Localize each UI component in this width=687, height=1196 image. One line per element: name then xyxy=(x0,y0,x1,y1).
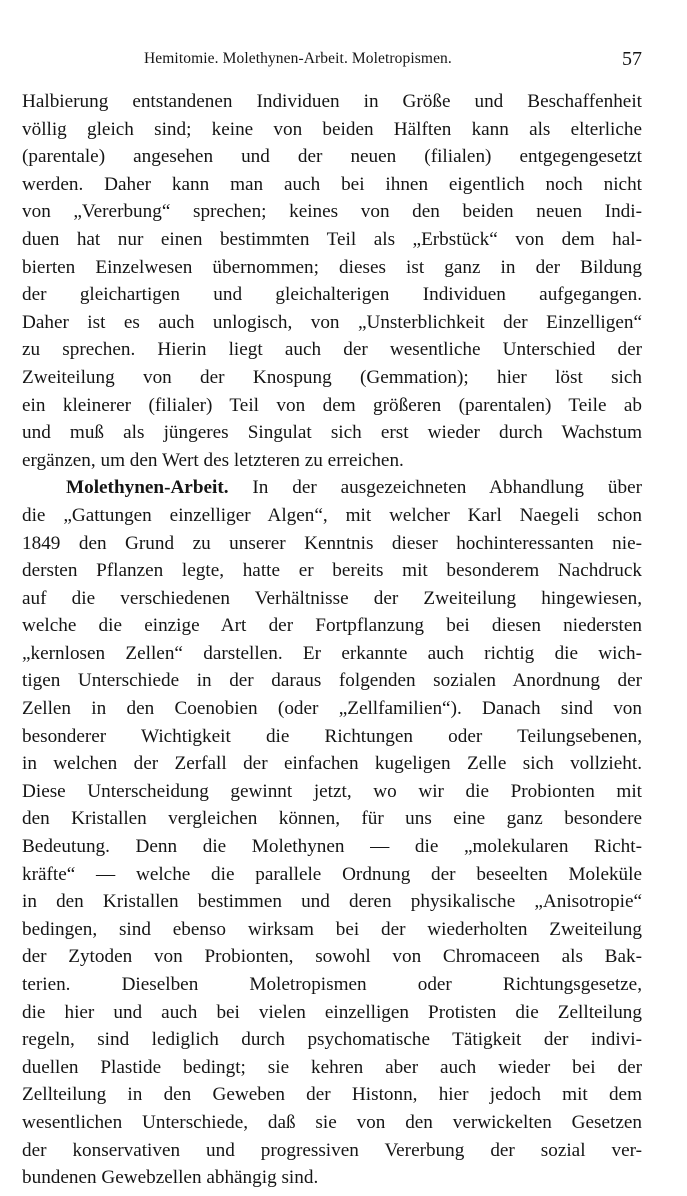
running-title: Hemitomie. Molethynen-Arbeit. Moletropismen. xyxy=(144,50,452,67)
body-text xyxy=(22,88,642,1192)
text-line: duellen Plastide bedingt; sie kehren aber auch wieder bei der xyxy=(22,1056,642,1078)
text-line: der gleichartigen und gleichalterigen Individuen aufgegangen. xyxy=(22,284,642,306)
text-line: die hier und auch bei vielen einzelligen Protisten die Zellteilung xyxy=(22,1001,642,1023)
section-runin-heading: Molethynen-Arbeit. xyxy=(66,477,229,499)
text-line: dersten Pflanzen legte, hatte er bereits mit besonderem Nachdruck xyxy=(22,560,642,582)
running-header xyxy=(22,46,642,76)
text-line: duen hat nur einen bestimmten Teil als „Erbstück“ von dem hal- xyxy=(22,228,642,250)
text-line: und muß als jüngeres Singulat sich erst wieder durch Wachstum xyxy=(22,422,642,444)
text-line: (parentale) angesehen und der neuen (filialen) entgegengesetzt xyxy=(22,146,642,168)
text-line: wesentlichen Unterschiede, daß sie von den verwickelten Gesetzen xyxy=(22,1111,642,1133)
text-line: 1849 den Grund zu unserer Kenntnis dieser hochinteressanten nie- xyxy=(22,532,642,554)
text-line: kräfte“ — welche die parallele Ordnung der beseelten Moleküle xyxy=(22,863,642,885)
text-line: Bedeutung. Denn die Molethynen — die „molekularen Richt- xyxy=(22,836,642,858)
text-line: Halbierung entstandenen Individuen in Größe und Beschaffenheit xyxy=(22,91,642,112)
text-line: bedingen, sind ebenso wirksam bei der wiederholten Zweiteilung xyxy=(22,918,642,940)
text-line: den Kristallen vergleichen können, für uns eine ganz besondere xyxy=(22,808,642,830)
text-line: der Zytoden von Probionten, sowohl von Chromaceen als Bak- xyxy=(22,946,642,968)
text-line: Zweiteilung von der Knospung (Gemmation); hier löst sich xyxy=(22,366,642,388)
text-line: in den Kristallen bestimmen und deren physikalische „Anisotropie“ xyxy=(22,891,642,913)
text-line: ein kleinerer (filialer) Teil von dem größeren (parentalen) Teile ab xyxy=(22,394,642,416)
text-line: der konservativen und progressiven Vererbung der sozial ver- xyxy=(22,1139,642,1161)
text-line-rest: In der ausgezeichneten Abhandlung über xyxy=(228,477,642,499)
text-line: Daher ist es auch unlogisch, von „Unsterblichkeit der Einzelligen“ xyxy=(22,311,642,333)
text-line: Zellen in den Coenobien (oder „Zellfamilien“). Danach sind von xyxy=(22,698,642,720)
text-line: tigen Unterschiede in der daraus folgenden sozialen Anordnung der xyxy=(22,670,642,692)
text-line-first xyxy=(22,474,642,502)
text-line: ergänzen, um den Wert des letzteren zu erreichen. xyxy=(22,449,404,471)
text-line: von „Vererbung“ sprechen; keines von den beiden neuen Indi- xyxy=(22,201,642,223)
paragraph-2 xyxy=(22,474,642,1191)
text-line: werden. Daher kann man auch bei ihnen eigentlich noch nicht xyxy=(22,173,642,195)
text-line: „kernlosen Zellen“ darstellen. Er erkannte auch richtig die wich- xyxy=(22,642,642,664)
text-line: regeln, sind lediglich durch psychomatische Tätigkeit der indivi- xyxy=(22,1029,642,1051)
text-line: in welchen der Zerfall der einfachen kugeligen Zelle sich vollzieht. xyxy=(22,753,642,775)
text-line: besonderer Wichtigkeit die Richtungen oder Teilungsebenen, xyxy=(22,725,642,747)
text-line: völlig gleich sind; keine von beiden Hälften kann als elterliche xyxy=(22,118,642,140)
text-line: die „Gattungen einzelliger Algen“, mit welcher Karl Naegeli schon xyxy=(22,504,642,526)
text-line: bierten Einzelwesen übernommen; dieses ist ganz in der Bildung xyxy=(22,256,642,278)
text-line: zu sprechen. Hierin liegt auch der wesentliche Unterschied der xyxy=(22,339,642,361)
page-number: 57 xyxy=(622,48,642,70)
text-line: terien. Dieselben Moletropismen oder Richtungsgesetze, xyxy=(22,974,642,995)
text-line: welche die einzige Art der Fortpflanzung bei diesen niedersten xyxy=(22,615,642,637)
text-line: Diese Unterscheidung gewinnt jetzt, wo wir die Probionten mit xyxy=(22,780,642,802)
text-line: bundenen Gewebzellen abhängig sind. xyxy=(22,1167,319,1189)
text-line: Zellteilung in den Geweben der Histonn, hier jedoch mit dem xyxy=(22,1084,642,1106)
text-line: auf die verschiedenen Verhältnisse der Zweiteilung hingewiesen, xyxy=(22,587,642,609)
paragraph-1 xyxy=(22,88,642,474)
